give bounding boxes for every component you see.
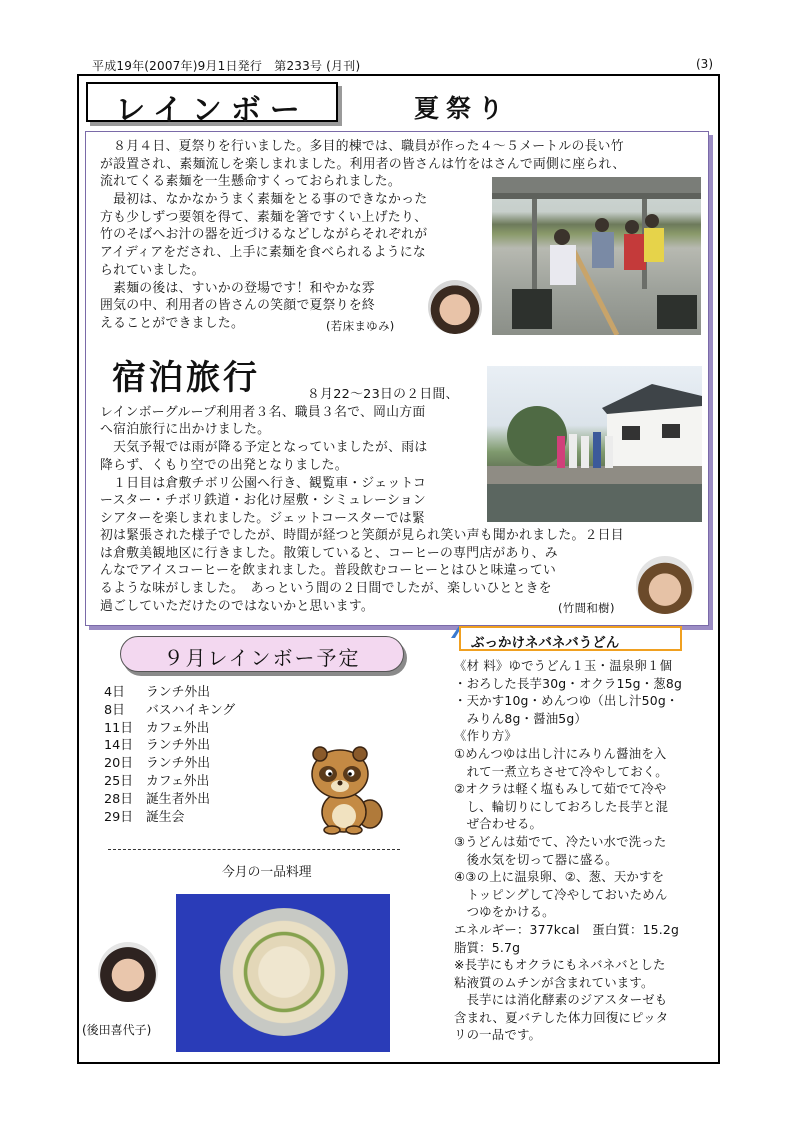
text-line: へ宿泊旅行に出かけました。 — [100, 422, 271, 438]
trip-text-full — [100, 527, 624, 616]
text-line: アイディアをだされ、上手に素麺を食べられるようにな — [100, 245, 427, 261]
schedule-row — [104, 684, 235, 702]
text-line: ースター・チボリ鉄道・お化け屋敷・シミュレーション — [100, 493, 427, 509]
schedule-row — [104, 773, 235, 791]
recipe-text — [454, 657, 682, 1044]
text-line: るような味がしました。 あっという間の２日間でしたが、楽しいひとときを — [100, 581, 552, 597]
schedule-day: 20日 — [104, 756, 134, 772]
text-line: 初は緊張された様子でしたが、時間が経つと笑顔が見られ笑い声も聞かれました。２日目 — [100, 528, 624, 543]
recipe-line: ①めんつゆは出し汁にみりん醤油を入 — [454, 745, 667, 761]
text-line: られていました。 — [100, 262, 205, 278]
schedule-day: 29日 — [104, 809, 134, 825]
dish-author: (後田喜代子) — [82, 1023, 152, 1037]
schedule-row — [104, 755, 235, 773]
text-line: 方も少しずつ要領を得て、素麺を箸ですくい上げたり、 — [100, 209, 428, 225]
schedule-row — [104, 737, 235, 755]
text-line: シアターを楽しまれました。ジェットコースターでは緊 — [100, 510, 426, 526]
recipe-line: し、輪切りにしておろした長芋と混 — [454, 798, 669, 814]
recipe-line: 《材 料》ゆでうどん１玉・温泉卵１個 — [454, 658, 673, 673]
dish-label: 今月の一品料理 — [222, 865, 312, 880]
recipe-line: 後水気を切って器に盛る。 — [454, 851, 618, 867]
text-line: が設置され、素麺流しを楽しまれました。利用者の皆さんは竹をはさんで両側に座られ、 — [100, 156, 626, 172]
text-line: 過ごしていただけたのではないかと思います。 — [100, 598, 375, 614]
recipe-line: ・おろした長芋30g・オクラ15g・葱8g — [454, 675, 683, 691]
schedule-title: ９月レインボー予定 — [163, 646, 361, 670]
festival-text-narrow — [100, 191, 427, 333]
dotted-divider — [108, 849, 400, 850]
takeda-portrait — [636, 556, 694, 614]
text-line: 竹のそばへお汁の器を近づけるなどしながらそれぞれが — [100, 227, 428, 243]
text-line: 最初は、なかなかうまく素麺をとる事のできなかった — [100, 192, 428, 207]
recipe-line: 脂質：5.7g — [454, 939, 521, 955]
recipe-title: ぶっかけネバネバうどん — [471, 635, 620, 651]
schedule-event: バスハイキング — [146, 702, 236, 718]
schedule-day: 11日 — [104, 720, 134, 736]
recipe-line: つゆをかける。 — [454, 904, 555, 920]
recipe-line: 含まれ、夏バテした体力回復にピッタ — [454, 1009, 669, 1025]
text-line: は倉敷美観地区に行きました。散策していると、コーヒーの専門店があり、み — [100, 545, 558, 561]
recipe-line: ・天かす10g・めんつゆ（出し汁50g・ — [454, 693, 679, 709]
schedule-event: 誕生会 — [146, 809, 185, 825]
recipe-line: エネルギー：377kcal 蛋白質：15.2g — [454, 921, 680, 937]
tanuki-illustration — [304, 740, 386, 835]
recipe-line: ④③の上に温泉卵、②、葱、天かすを — [454, 869, 665, 885]
recipe-line: トッピングして冷やしておいためん — [454, 886, 668, 902]
schedule-row — [104, 702, 235, 720]
trip-photo — [487, 366, 702, 522]
schedule-list — [104, 684, 235, 826]
schedule-day: 28日 — [104, 791, 134, 807]
schedule-event: 誕生者外出 — [146, 791, 210, 807]
schedule-day: 25日 — [104, 773, 134, 789]
recipe-line: リの一品です。 — [454, 1027, 542, 1043]
udon-photo — [176, 894, 390, 1052]
text-line: 囲気の中、利用者の皆さんの笑顔で夏祭りを終 — [100, 298, 376, 314]
schedule-row — [104, 809, 235, 827]
trip-text-narrow — [100, 386, 459, 528]
recipe-line: 長芋には消化酵素のジアスターゼも — [454, 992, 668, 1008]
text-line: 素麺の後は、すいかの登場です！和やかな雰 — [100, 280, 376, 296]
rainbow-section-box — [86, 82, 338, 128]
schedule-row — [104, 791, 235, 809]
schedule-header — [120, 636, 404, 672]
recipe-line: 粘液質のムチンが含まれています。 — [454, 974, 654, 990]
recipe-line: みりん8g・醤油5g） — [454, 710, 588, 726]
schedule-event: カフェ外出 — [146, 720, 210, 736]
page-number: (3) — [696, 57, 713, 71]
recipe-line: ③うどんは茹でて、冷たい水で洗った — [454, 833, 667, 849]
goto-portrait — [98, 942, 158, 1002]
trip-title: 宿泊旅行 — [112, 358, 260, 398]
text-line: んなでアイスコーヒーを飲まれました。普段飲むコーヒーとはひと味違ってい — [100, 563, 557, 579]
schedule-event: ランチ外出 — [146, 685, 210, 700]
text-line: 流れてくる素麺を一生懸命すくっておられました。 — [100, 174, 401, 190]
schedule-event: カフェ外出 — [146, 773, 210, 789]
text-line: 天気予報では雨が降る予定となっていましたが、雨は — [100, 440, 428, 456]
recipe-line: れて一煮立ちさせて冷やしておく。 — [454, 763, 668, 779]
recipe-line: 《作り方》 — [454, 728, 517, 744]
schedule-day: 4日 — [104, 685, 125, 700]
text-line: １日目は倉敷チボリ公園へ行き、観覧車・ジェットコ — [100, 475, 427, 491]
schedule-day: 8日 — [104, 702, 125, 718]
recipe-line: ぜ合わせる。 — [454, 816, 543, 832]
recipe-line: ②オクラは軽く塩もみして茹でて冷や — [454, 781, 667, 797]
schedule-day: 14日 — [104, 738, 134, 754]
schedule-row — [104, 720, 235, 738]
text-line: えることができました。 — [100, 315, 245, 331]
issue-header: 平成19年(2007年)9月1日発行 第233号 (月刊) — [92, 59, 361, 73]
udon-bowl — [220, 908, 348, 1036]
schedule-event: ランチ外出 — [146, 738, 210, 754]
schedule-event: ランチ外出 — [146, 756, 210, 772]
wakatoko-portrait — [428, 280, 482, 334]
festival-author: (若床まゆみ) — [326, 319, 395, 333]
recipe-line: ※長芋にもオクラにもネバネバとした — [454, 957, 666, 973]
text-line: ８月22～23日の２日間、 — [307, 387, 459, 402]
recipe-tag — [459, 626, 682, 651]
text-line: レインボーグループ利用者３名、職員３名で、岡山方面 — [100, 404, 426, 420]
text-line: ８月４日、夏祭りを行いました。多目的棟では、職員が作った４～５メートルの長い竹 — [100, 139, 624, 154]
festival-title: 夏祭り — [414, 94, 511, 123]
festival-photo — [492, 177, 701, 335]
trip-author: (竹間和樹) — [558, 601, 615, 615]
text-line: 降らず、くもり空での出発となりました。 — [100, 457, 348, 473]
rainbow-section-label: レインボー — [115, 93, 309, 128]
